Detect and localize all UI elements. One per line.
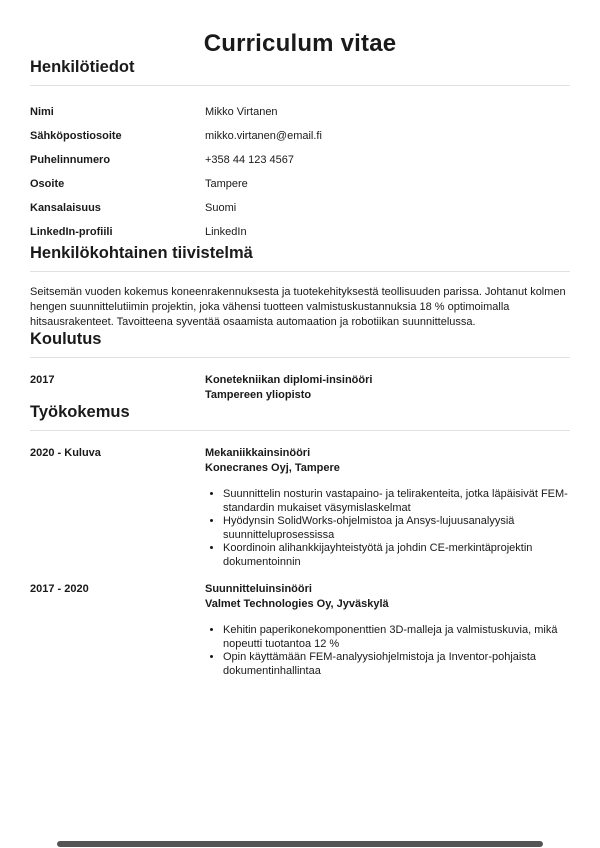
field-label-nationality: Kansalaisuus <box>30 202 101 214</box>
field-label-linkedin: LinkedIn-profiili <box>30 226 113 238</box>
section-heading-education: Koulutus <box>30 330 102 348</box>
education-period: 2017 <box>30 374 55 386</box>
experience-details <box>205 446 570 569</box>
field-value-name: Mikko Virtanen <box>205 106 278 118</box>
section-education <box>30 330 570 403</box>
field-label-phone: Puhelinnumero <box>30 154 111 166</box>
experience-bullet: • Suunnittelin nosturin vastapaino- ja telirakenteita, jotka läpäisivät FEM-standardin mukaiset väsymislaskelmat <box>223 488 570 515</box>
section-divider <box>30 271 570 272</box>
section-heading-experience: Työkokemus <box>30 403 130 421</box>
field-value-phone: +358 44 123 4567 <box>205 154 295 166</box>
section-heading-summary: Henkilökohtainen tiivistelmä <box>30 244 253 262</box>
experience-period: 2020 - Kuluva <box>30 447 101 459</box>
section-divider <box>30 85 570 86</box>
field-value-nationality: Suomi <box>205 202 237 214</box>
experience-bullet: • Hyödynsin SolidWorks-ohjelmistoa ja Ansys-lujuusanalyysiä suunnitteluprosessissa <box>223 515 570 542</box>
field-label-address: Osoite <box>30 178 65 190</box>
education-school: Tampereen yliopisto <box>205 389 312 401</box>
experience-job-title: Suunnitteluinsinööri <box>205 583 312 595</box>
field-label-email: Sähköpostiosoite <box>30 130 122 142</box>
section-summary <box>30 244 570 330</box>
education-details <box>205 373 570 403</box>
experience-bullet: • Kehitin paperikonekomponenttien 3D-malleja ja valmistuskuvia, mikä nopeutti tuotantoa 12 % <box>223 624 570 651</box>
section-personal <box>30 58 570 244</box>
experience-bullet-list <box>205 488 570 569</box>
section-experience <box>30 403 570 678</box>
horizontal-scrollbar[interactable] <box>57 841 543 847</box>
experience-company: Konecranes Oyj, Tampere <box>205 462 340 474</box>
experience-details <box>205 582 570 678</box>
experience-bullet: • Opin käyttämään FEM-analyysiohjelmistoja ja Inventor-pohjaista dokumentinhallintaa <box>223 651 570 678</box>
experience-entry <box>30 582 570 678</box>
experience-period: 2017 - 2020 <box>30 583 89 595</box>
summary-paragraph: Seitsemän vuoden kokemus koneenrakennuksesta ja tuotekehityksestä teollisuuden parissa. Johtanut kolmen hengen suunnittelutiimin projektin, joka vähensi tuotteen valmistuskustannuksia 18 % optimoimalla hitsausrakenteet. Tavoitteena syventää osaamista automaation ja robotiikan suunnittelussa. <box>30 286 566 328</box>
field-label-name: Nimi <box>30 106 54 118</box>
experience-entry <box>30 446 570 569</box>
field-value-address: Tampere <box>205 178 248 190</box>
experience-bullet: • Koordinoin alihankkijayhteistyötä ja johdin CE-merkintäprojektin dokumentoinnin <box>223 542 570 569</box>
education-entry <box>30 373 570 403</box>
experience-job-title: Mekaniikkainsinööri <box>205 447 311 459</box>
field-value-email: mikko.virtanen@email.fi <box>205 130 322 142</box>
section-heading-personal: Henkilötiedot <box>30 58 135 76</box>
page-title: Curriculum vitae <box>203 30 397 57</box>
section-divider <box>30 430 570 431</box>
experience-bullet-list <box>205 624 570 678</box>
section-divider <box>30 357 570 358</box>
personal-info-grid <box>30 100 570 244</box>
education-degree: Konetekniikan diplomi-insinööri <box>205 374 373 386</box>
experience-company: Valmet Technologies Oy, Jyväskylä <box>205 598 389 610</box>
linkedin-link[interactable]: LinkedIn <box>205 226 247 238</box>
